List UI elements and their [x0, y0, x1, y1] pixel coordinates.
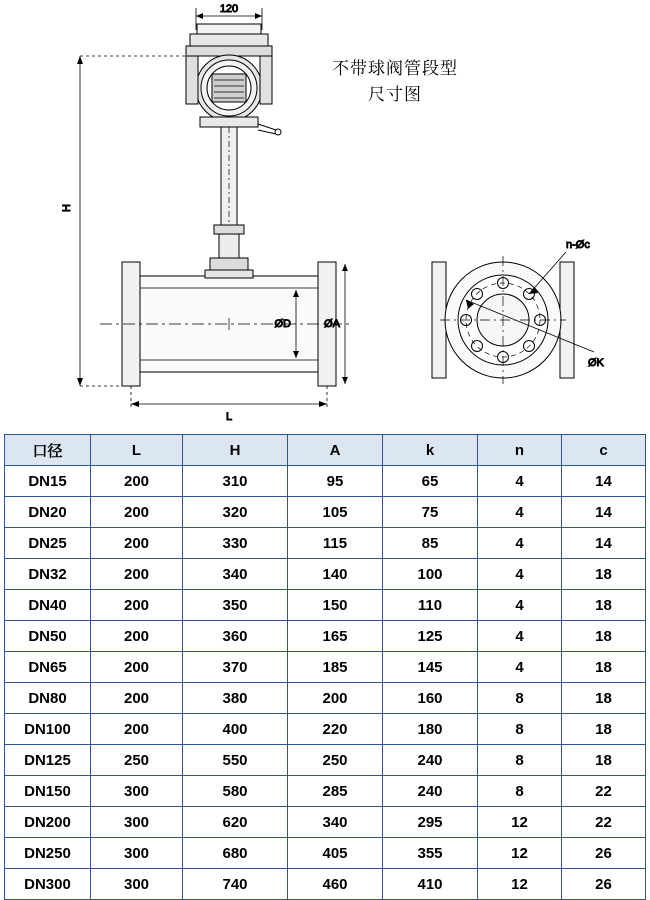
cell-diameter: DN150	[5, 776, 91, 807]
cell-value: 115	[288, 528, 383, 559]
cell-value: 95	[288, 466, 383, 497]
cell-value: 620	[183, 807, 288, 838]
cell-value: 310	[183, 466, 288, 497]
cell-value: 580	[183, 776, 288, 807]
table-row	[5, 466, 646, 497]
column-header-A: A	[288, 435, 383, 466]
table-row	[5, 497, 646, 528]
cell-value: 360	[183, 621, 288, 652]
sensor-stem	[210, 127, 248, 270]
cell-value: 300	[91, 838, 183, 869]
cell-value: 220	[288, 714, 383, 745]
cell-value: 150	[288, 590, 383, 621]
cell-value: 240	[383, 776, 478, 807]
cell-diameter: DN20	[5, 497, 91, 528]
cell-value: 200	[91, 621, 183, 652]
label-top-width: 120	[219, 3, 239, 15]
cell-value: 300	[91, 869, 183, 900]
cell-diameter: DN32	[5, 559, 91, 590]
cell-value: 350	[183, 590, 288, 621]
cell-value: 285	[288, 776, 383, 807]
cell-value: 22	[562, 807, 646, 838]
cell-value: 18	[562, 621, 646, 652]
pipe-body	[100, 262, 352, 386]
cell-value: 410	[383, 869, 478, 900]
specification-table	[4, 434, 646, 900]
cell-value: 340	[183, 559, 288, 590]
cell-value: 26	[562, 838, 646, 869]
cell-value: 680	[183, 838, 288, 869]
cell-value: 550	[183, 745, 288, 776]
cell-value: 18	[562, 745, 646, 776]
drawing-caption	[300, 56, 490, 107]
cell-diameter: DN65	[5, 652, 91, 683]
transmitter-housing	[186, 24, 281, 135]
cell-value: 400	[183, 714, 288, 745]
table-row	[5, 745, 646, 776]
cell-diameter: DN25	[5, 528, 91, 559]
table-row	[5, 807, 646, 838]
cell-value: 18	[562, 683, 646, 714]
cell-value: 125	[383, 621, 478, 652]
table-row	[5, 528, 646, 559]
table-row	[5, 590, 646, 621]
label-D: ØD	[274, 318, 291, 330]
table-row	[5, 776, 646, 807]
cell-diameter: DN80	[5, 683, 91, 714]
cell-value: 4	[478, 466, 562, 497]
cell-value: 12	[478, 807, 562, 838]
cell-value: 295	[383, 807, 478, 838]
cell-value: 405	[288, 838, 383, 869]
cell-diameter: DN250	[5, 838, 91, 869]
cell-value: 4	[478, 497, 562, 528]
cell-value: 18	[562, 590, 646, 621]
cell-value: 105	[288, 497, 383, 528]
cell-value: 200	[91, 466, 183, 497]
cell-diameter: DN100	[5, 714, 91, 745]
cell-value: 12	[478, 838, 562, 869]
technical-drawing	[0, 0, 650, 430]
table-row	[5, 714, 646, 745]
cell-value: 18	[562, 714, 646, 745]
cell-value: 370	[183, 652, 288, 683]
cell-value: 8	[478, 776, 562, 807]
label-H: H	[61, 204, 73, 212]
cell-value: 250	[288, 745, 383, 776]
caption-line-1: 不带球阀管段型	[332, 59, 458, 78]
cell-value: 200	[91, 590, 183, 621]
cell-value: 4	[478, 652, 562, 683]
cell-value: 18	[562, 559, 646, 590]
table-header-row	[5, 435, 646, 466]
cell-value: 340	[288, 807, 383, 838]
label-bolt-hole: n-Øc	[566, 239, 590, 251]
table-row	[5, 683, 646, 714]
cell-value: 4	[478, 559, 562, 590]
dim-L	[131, 386, 327, 410]
cell-value: 240	[383, 745, 478, 776]
cell-diameter: DN200	[5, 807, 91, 838]
table-row	[5, 621, 646, 652]
cell-value: 8	[478, 714, 562, 745]
cell-value: 110	[383, 590, 478, 621]
cell-value: 355	[383, 838, 478, 869]
cell-value: 380	[183, 683, 288, 714]
cell-value: 14	[562, 528, 646, 559]
flange-face-view	[432, 252, 594, 384]
cell-value: 4	[478, 621, 562, 652]
column-header-n: n	[478, 435, 562, 466]
label-bolt-circle: ØK	[588, 357, 604, 369]
cell-value: 165	[288, 621, 383, 652]
cell-value: 12	[478, 869, 562, 900]
cell-value: 8	[478, 745, 562, 776]
cell-value: 140	[288, 559, 383, 590]
cell-value: 145	[383, 652, 478, 683]
cell-value: 4	[478, 528, 562, 559]
cell-value: 200	[91, 528, 183, 559]
caption-line-2: 尺寸图	[368, 84, 422, 104]
table-row	[5, 652, 646, 683]
cell-value: 200	[91, 683, 183, 714]
cell-value: 26	[562, 869, 646, 900]
cell-value: 75	[383, 497, 478, 528]
cell-value: 200	[91, 497, 183, 528]
cell-value: 14	[562, 497, 646, 528]
column-header-H: H	[183, 435, 288, 466]
cell-diameter: DN15	[5, 466, 91, 497]
cell-value: 8	[478, 683, 562, 714]
cell-value: 4	[478, 590, 562, 621]
table-row	[5, 559, 646, 590]
cell-value: 185	[288, 652, 383, 683]
cell-value: 200	[91, 714, 183, 745]
column-header-k: k	[383, 435, 478, 466]
cell-value: 85	[383, 528, 478, 559]
cell-value: 740	[183, 869, 288, 900]
cell-value: 100	[383, 559, 478, 590]
cell-value: 200	[288, 683, 383, 714]
cell-value: 250	[91, 745, 183, 776]
cell-diameter: DN50	[5, 621, 91, 652]
cell-diameter: DN125	[5, 745, 91, 776]
column-header-L: L	[91, 435, 183, 466]
cell-value: 180	[383, 714, 478, 745]
column-header-c: c	[562, 435, 646, 466]
cell-value: 14	[562, 466, 646, 497]
cell-value: 460	[288, 869, 383, 900]
cell-value: 200	[91, 559, 183, 590]
table-row	[5, 869, 646, 900]
label-A: ØA	[324, 318, 340, 330]
cell-value: 330	[183, 528, 288, 559]
cell-value: 320	[183, 497, 288, 528]
cell-value: 65	[383, 466, 478, 497]
label-L: L	[225, 411, 233, 423]
cell-value: 300	[91, 807, 183, 838]
table-row	[5, 838, 646, 869]
cell-value: 22	[562, 776, 646, 807]
cell-diameter: DN300	[5, 869, 91, 900]
cell-diameter: DN40	[5, 590, 91, 621]
cell-value: 300	[91, 776, 183, 807]
cell-value: 200	[91, 652, 183, 683]
cell-value: 18	[562, 652, 646, 683]
cell-value: 160	[383, 683, 478, 714]
column-header-diameter: 口径	[5, 435, 91, 466]
